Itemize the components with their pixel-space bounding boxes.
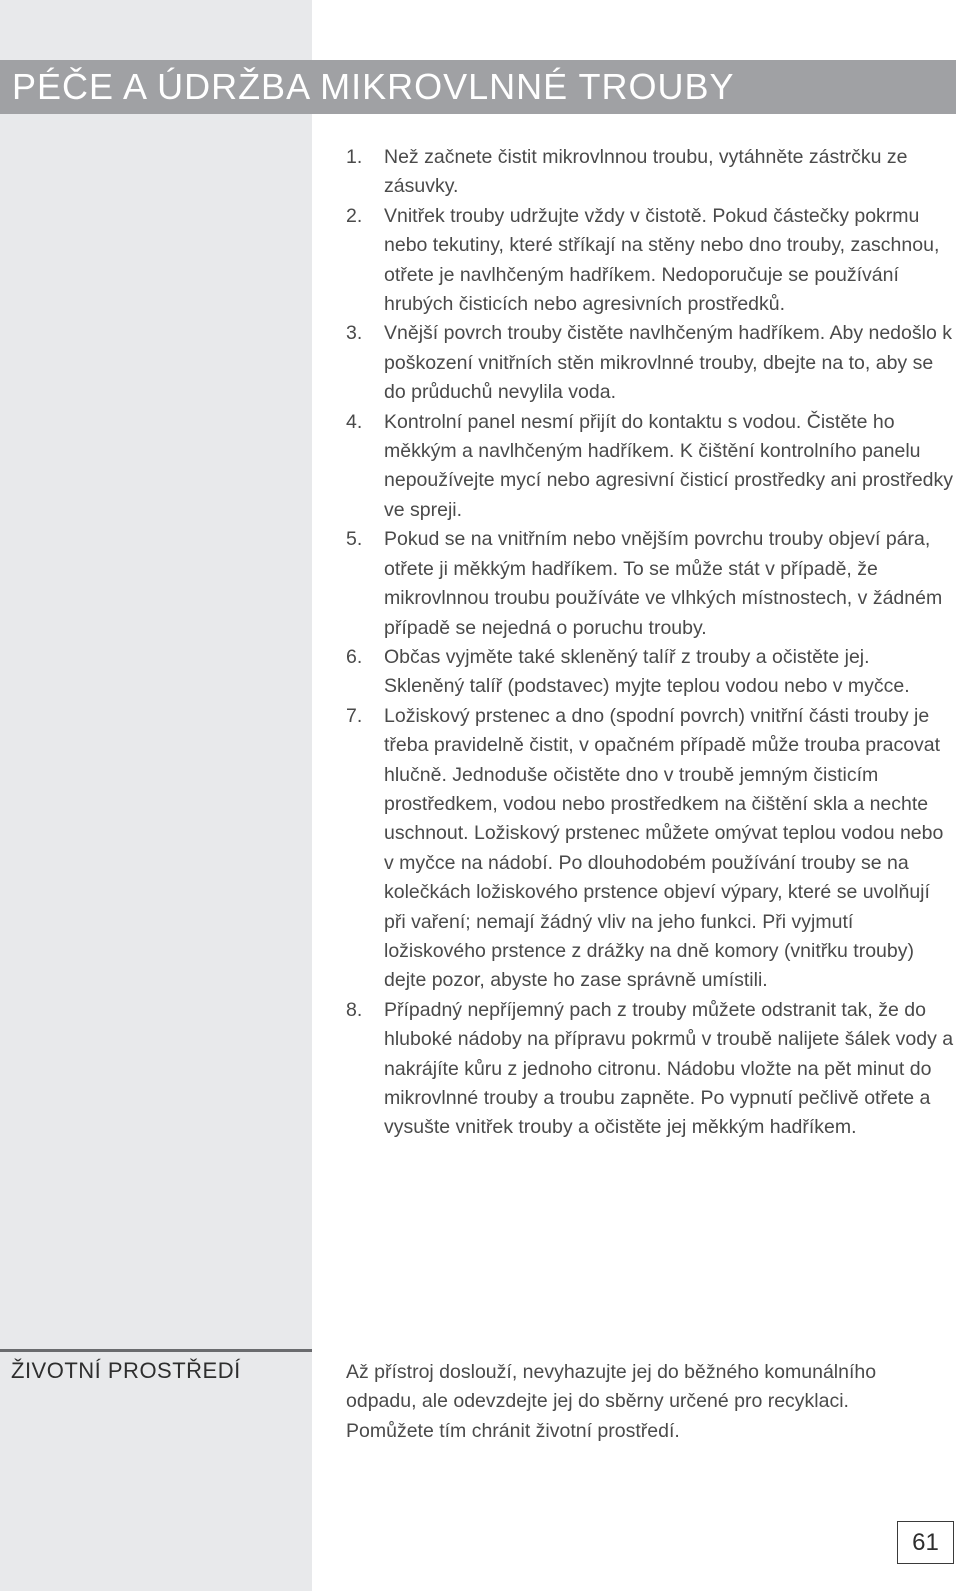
list-item [346,143,954,202]
list-item [346,643,954,702]
list-item [346,702,954,996]
care-steps-list [346,143,954,1143]
step-number: 5. [346,528,363,551]
step-text: Než začnete čistit mikrovlnnou troubu, vytáhněte zástrčku ze zásuvky. [384,146,908,198]
environment-heading: ŽIVOTNÍ PROSTŘEDÍ [11,1358,241,1383]
list-item [346,996,954,1143]
step-text: Pokud se na vnitřním nebo vnějším povrchu trouby objeví pára, otřete ji měkkým hadříkem. To se může stát v případě, že mikrovlnnou troubu používáte ve vlhkých místnostech, v žádném případě se nejedná o poruchu trouby. [384,528,943,639]
section-divider [0,1349,312,1352]
sidebar-panel [0,0,312,1591]
environment-text: Až přístroj doslouží, nevyhazujte jej do běžného komunálního odpadu, ale odevzdejte jej do sběrny určené pro recyklaci. Pomůžete tím chránit životní prostředí. [346,1361,877,1442]
step-text: Ložiskový prstenec a dno (spodní povrch) vnitřní části trouby je třeba pravidelně čistit, v opačném případě může trouba pracovat hlučně. Jednoduše očistěte dno v troubě jemným čisticím prostředkem, vodou nebo prostředkem na čištění skla a nechte uschnout. Ložiskový prstenec můžete omývat teplou vodou nebo v myčce na nádobí. Po dlouhodobém používání trouby se na kolečkách ložiskového prstence objeví výpary, které se uvolňují při vaření; nemají žádný vliv na jeho funkci. Při vyjmutí ložiskového prstence z drážky na dně komory (vnitřku trouby) dejte pozor, abyste ho zase správně umístili. [384,704,944,992]
title-bar [0,60,956,114]
step-number: 6. [346,645,363,668]
step-text: Občas vyjměte také skleněný talíř z trouby a očistěte jej. Skleněný talíř (podstavec) myjte teplou vodou nebo v myčce. [384,645,910,698]
step-number: 7. [346,704,363,727]
page-title: PÉČE A ÚDRŽBA MIKROVLNNÉ TROUBY [12,66,735,107]
page-number: 61 [897,1521,954,1564]
list-item [346,408,954,526]
step-number: 8. [346,998,363,1021]
step-number: 4. [346,410,363,433]
step-text: Vnější povrch trouby čistěte navlhčeným hadříkem. Aby nedošlo k poškození vnitřních stěn mikrovlnné trouby, dbejte na to, aby se do průduchů nevylila voda. [384,322,952,404]
step-text: Případný nepříjemný pach z trouby můžete odstranit tak, že do hluboké nádoby na přípravu pokrmů v troubě nalijete šálek vody a nakrájíte kůru z jednoho citronu. Nádobu vložte na pět minut do mikrovlnné trouby a troubu zapněte. Po vypnutí pečlivě otřete a vysušte vnitřek trouby a očistěte jej měkkým hadříkem. [384,998,954,1139]
step-text: Vnitřek trouby udržujte vždy v čistotě. Pokud částečky pokrmu nebo tekutiny, které stříkají na stěny nebo dno trouby, zaschnou, otřete je navlhčeným hadříkem. Nedoporučuje se používání hrubých čisticích nebo agresivních prostředků. [384,204,940,316]
list-item [346,525,954,643]
step-number: 3. [346,322,363,345]
list-item [346,319,954,407]
step-number: 2. [346,204,363,227]
list-item [346,202,954,320]
step-number: 1. [346,146,363,168]
step-text: Kontrolní panel nesmí přijít do kontaktu s vodou. Čistěte ho měkkým a navlhčeným hadříkem. K čištění kontrolního panelu nepoužívejte mycí nebo agresivní čisticí prostředky ani prostředky ve spreji. [384,410,954,521]
